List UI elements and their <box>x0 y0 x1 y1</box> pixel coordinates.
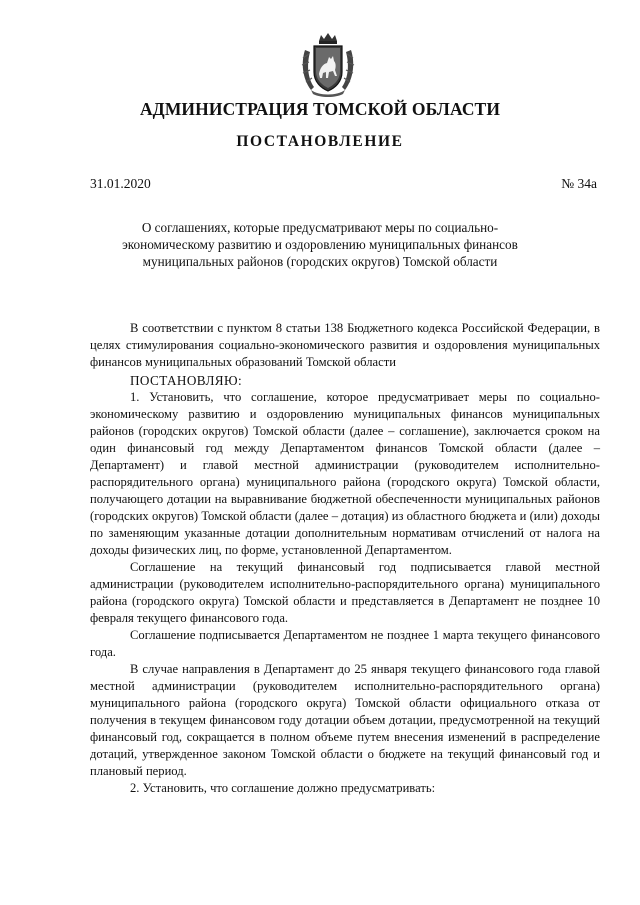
organization-title: АДМИНИСТРАЦИЯ ТОМСКОЙ ОБЛАСТИ <box>139 99 501 119</box>
document-number: № 34а <box>561 176 597 191</box>
document-type-title: ПОСТАНОВЛЕНИЕ <box>236 133 404 150</box>
department-signing-paragraph: Соглашение подписывается Департаментом не позднее 1 марта текущего финансового года. <box>90 628 600 659</box>
coat-of-arms-icon <box>299 32 357 98</box>
document-date: 31.01.2020 <box>90 176 151 191</box>
agreement-signing-paragraph: Соглашение на текущий финансовый год подписывается главой местной администрации (руководителем исполнительно-распорядительного органа) муниципального района (городского округа) Томской области и представляется в Департамент не позднее 10 февраля текущего финансового года. <box>90 560 600 625</box>
clause-2-paragraph: 2. Установить, что соглашение должно предусматривать: <box>130 781 436 795</box>
document-body <box>90 320 600 797</box>
preamble-paragraph: В соответствии с пунктом 8 статьи 138 Бюджетного кодекса Российской Федерации, в целях стимулирования социально-экономического развития и оздоровления муниципальных финансов муниципальных образований Томской области <box>90 321 600 369</box>
refusal-paragraph: В случае направления в Департамент до 25 января текущего финансового года главой местной администрации (руководителем исполнительно-распорядительного органа) муниципального района (городского округа) Томской области официального отказа от получения в текущем финансовом году дотации объем дотации, предусмотренной на текущий финансовый год, сокращается в полном объеме путем внесения изменений в распределение дотаций, утвержденное законом Томской области о бюджете на текущий финансовый год и плановый период. <box>90 662 600 778</box>
clause-1-paragraph: 1. Установить, что соглашение, которое предусматривает меры по социально-экономическому развитию и оздоровлению муниципальных финансов муниципальных районов (городских округов) Томской области (далее – соглашение), заключается сроком на один финансовый год между Департаментом финансов Томской области (далее – Департамент) и главой местной администрации (руководителем исполнительно-распорядительного органа) муниципального района (городского округа) Томской области, получающего дотации на выравнивание бюджетной обеспеченности муниципальных районов (городских округов) Томской области (далее – дотация) из областного бюджета и (или) доходы по заменяющим указанные дотации дополнительным нормативам отчислений от налога на доходы физических лиц, по форме, установленной Департаментом. <box>90 390 600 557</box>
decree-heading: ПОСТАНОВЛЯЮ: <box>130 373 243 388</box>
document-subject: О соглашениях, которые предусматривают меры по социально-экономическому развитию и оздоровлению муниципальных финансов муниципальных районов (городских округов) Томской области <box>122 220 518 269</box>
